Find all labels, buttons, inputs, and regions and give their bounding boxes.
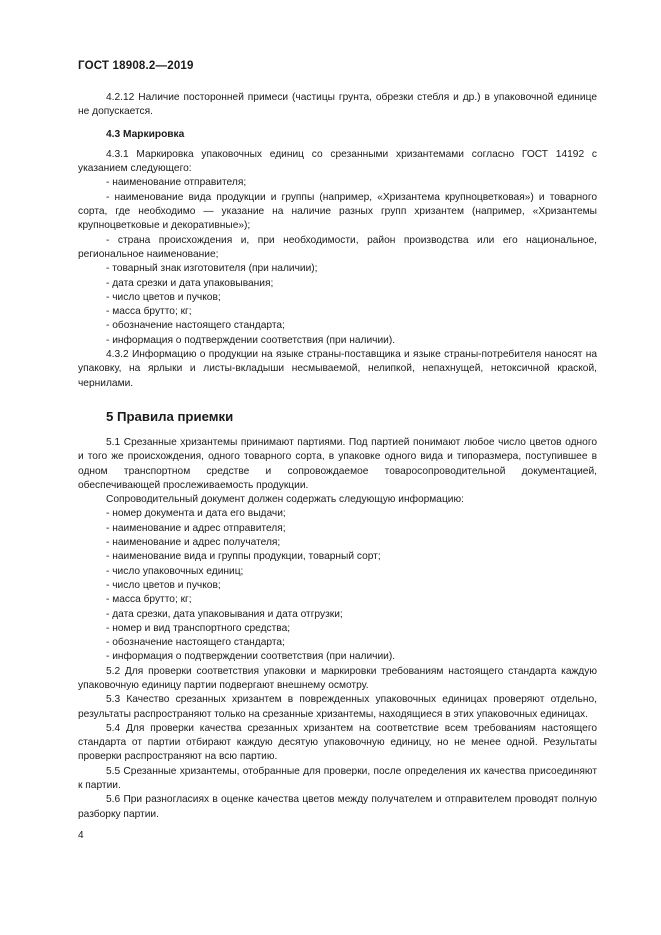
list-item: - товарный знак изготовителя (при наличии);	[106, 263, 318, 275]
list-item: - дата срезки и дата упаковывания;	[106, 277, 274, 289]
section-4-3-heading: 4.3 Маркировка	[106, 128, 185, 140]
para-5-3: 5.3 Качество срезанных хризантем в поврежденных упаковочных единицах проверяют отдельно, результаты распространяют только на срезанные хризантемы, находящиеся в этих упаковочных единицах.	[78, 694, 597, 720]
para-5-1: 5.1 Срезанные хризантемы принимают партиями. Под партией понимают любое число цветов одного и того же происхождения, одного товарного сорта, в упаковке одного вида и типоразмера, поступившее в одном транспортном средстве и сопровождаемое товаросопроводительной документацией, обеспечивающей прослеживаемость продукции.	[78, 436, 597, 491]
section-5-heading: 5 Правила приемки	[106, 408, 234, 424]
list-item: - обозначение настоящего стандарта;	[106, 320, 285, 332]
list-item: - наименование и адрес получателя;	[106, 537, 281, 549]
list-item: - обозначение настоящего стандарта;	[106, 637, 285, 649]
para-4-2-12: 4.2.12 Наличие посторонней примеси (частицы грунта, обрезки стебля и др.) в упаковочной единице не допускается.	[78, 92, 597, 118]
para-5-2: 5.2 Для проверки соответствия упаковки и маркировки требованиям настоящего стандарта каждую упаковочную единицу партии подвергают внешнему осмотру.	[78, 665, 597, 691]
list-item: - наименование вида продукции и группы (например, «Хризантема крупноцветковая») и товарного сорта, где необходимо — указание на наличие разных групп хризантем (например, «Хризантемы крупноцветковые и декоративные»);	[78, 191, 597, 232]
list-item: - страна происхождения и, при необходимости, район производства или его национальное, региональное наименование;	[78, 234, 597, 260]
list-item: - число цветов и пучков;	[106, 579, 221, 591]
para-4-3-2: 4.3.2 Информацию о продукции на языке страны-поставщика и языке страны-потребителя наносят на упаковку, на ярлыки и листы-вкладыши несмываемой, нелипкой, непахнущей, нетоксичной краской, чернилами.	[78, 349, 597, 389]
para-5-4: 5.4 Для проверки качества срезанных хризантем на соответствие всем требованиям настоящего стандарта от партии отбирают каждую десятую упаковочную единицу, но не менее одной. Результаты проверки распространяют на всю партию.	[78, 722, 597, 763]
para-5-1-doc: Сопроводительный документ должен содержать следующую информацию:	[106, 494, 464, 506]
para-4-3-1: 4.3.1 Маркировка упаковочных единиц со срезанными хризантемами согласно ГОСТ 14192 с указанием следующего:	[78, 148, 597, 175]
list-item: - масса брутто; кг;	[106, 594, 192, 606]
list-item: - число упаковочных единиц;	[106, 565, 244, 577]
list-4-3-1	[78, 176, 597, 348]
list-item: - информация о подтверждении соответствия (при наличии).	[106, 651, 396, 663]
list-item: - наименование отправителя;	[106, 177, 247, 189]
list-item: - число цветов и пучков;	[106, 291, 221, 303]
list-item: - информация о подтверждении соответствия (при наличии).	[106, 334, 396, 346]
para-5-6: 5.6 При разногласиях в оценке качества цветов между получателем и отправителем проводят полную разборку партии.	[78, 794, 597, 820]
list-item: - дата срезки, дата упаковывания и дата отгрузки;	[106, 608, 343, 620]
list-item: - номер и вид транспортного средства;	[106, 622, 291, 634]
list-item: - масса брутто; кг;	[106, 306, 192, 318]
list-item: - наименование вида и группы продукции, товарный сорт;	[106, 551, 381, 563]
page-number: 4	[78, 829, 84, 841]
list-5-1	[78, 507, 597, 664]
list-item: - наименование и адрес отправителя;	[106, 522, 286, 534]
document-header: ГОСТ 18908.2—2019	[78, 60, 194, 72]
para-5-5: 5.5 Срезанные хризантемы, отобранные для проверки, после определения их качества присоединяют к партии.	[78, 765, 597, 792]
list-item: - номер документа и дата его выдачи;	[106, 508, 286, 520]
